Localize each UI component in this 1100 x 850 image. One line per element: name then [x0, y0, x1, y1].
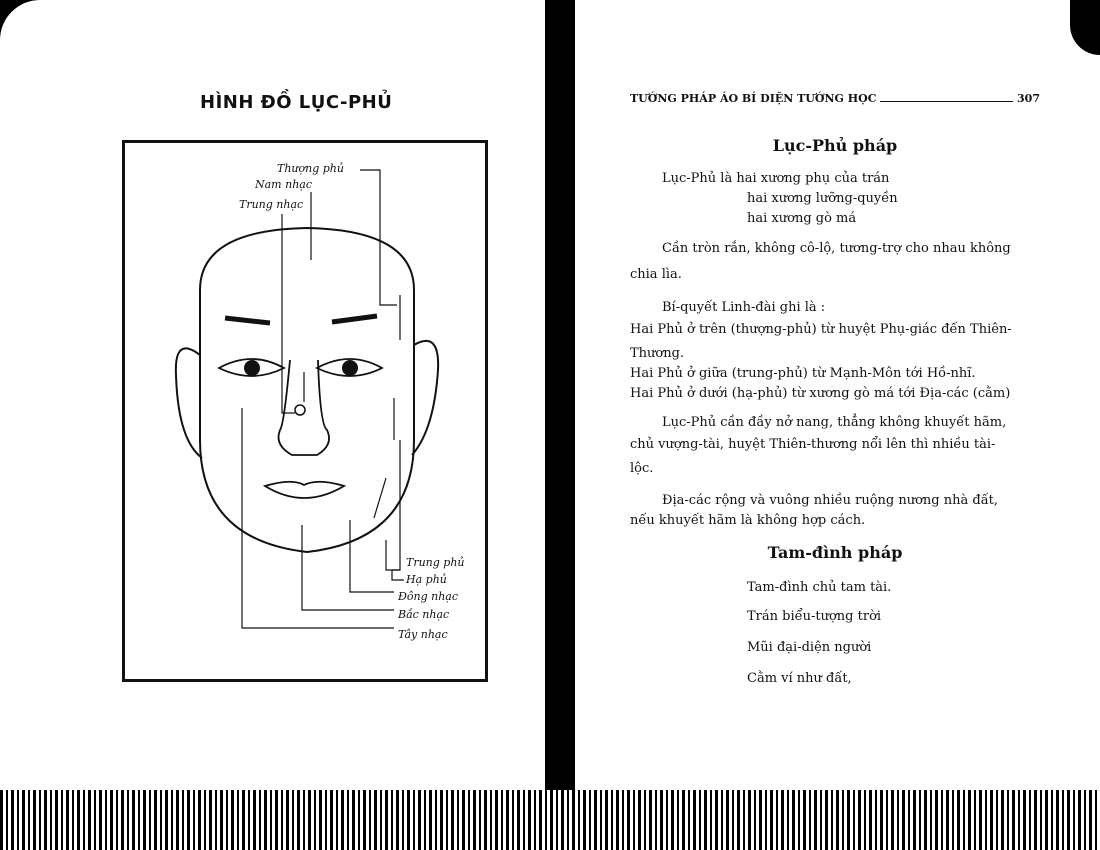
face-diagram — [122, 140, 488, 682]
header-rule — [880, 101, 1013, 102]
label-thuong-phu: Thượng phủ — [277, 162, 344, 175]
label-trung-phu: Trung phủ — [406, 556, 465, 569]
paragraph-line: Hai Phủ ở dưới (hạ-phủ) từ xương gò má tới Địa-các (cằm) — [630, 386, 1011, 401]
left-ear — [176, 348, 202, 458]
paragraph-line: chủ vượng-tài, huyệt Thiên-thương nổi lên thì nhiều tài- — [630, 437, 996, 452]
verse-line: Cằm ví như đất, — [747, 671, 852, 686]
header-title: TƯỚNG PHÁP ÁO BÍ DIỆN TƯỚNG HỌC — [630, 92, 877, 105]
head-outline — [200, 228, 414, 552]
paragraph-line: chia lìa. — [630, 267, 682, 282]
paragraph-line: Hai Phủ ở giữa (trung-phủ) từ Mạnh-Môn tới Hồ-nhĩ. — [630, 366, 976, 381]
right-eye — [317, 359, 382, 376]
left-eyebrow — [225, 318, 270, 323]
label-dong-nhac: Đông nhạc — [398, 590, 459, 603]
section-title-luc-phu: Lục-Phủ pháp — [772, 136, 898, 155]
label-ha-phu: Hạ phủ — [406, 573, 447, 586]
paragraph-line: Bí-quyết Linh-đài ghi là : — [662, 300, 826, 315]
verse-line: Trán biểu-tượng trời — [747, 609, 882, 624]
paragraph-line: Thương. — [630, 346, 685, 361]
label-tay-nhac: Tây nhạc — [398, 628, 448, 641]
label-nam-nhac: Nam nhạc — [255, 178, 312, 191]
paragraph-line: nếu khuyết hãm là không hợp cách. — [630, 513, 866, 528]
verse-line: Mũi đại-diện người — [747, 640, 872, 655]
running-header — [630, 92, 1040, 105]
section-title-tam-dinh: Tam-đình pháp — [767, 543, 903, 562]
label-bac-nhac: Bắc nhạc — [398, 608, 450, 621]
figure-title: HÌNH ĐỒ LỤC-PHỦ — [200, 92, 393, 113]
definition-line: hai xương lưỡng-quyền — [747, 191, 898, 206]
label-trung-nhac: Trung nhạc — [239, 198, 304, 211]
right-eyebrow — [332, 316, 377, 322]
paragraph-line: Cần tròn rắn, không cô-lộ, tương-trợ cho nhau không — [662, 241, 1011, 256]
verse-line: Tam-đình chủ tam tài. — [747, 580, 892, 595]
paragraph-line: Lục-Phủ cần đầy nở nang, thẳng không khuyết hãm, — [662, 415, 1007, 430]
left-eye — [219, 359, 284, 376]
definition-line: hai xương gò má — [747, 211, 857, 226]
paragraph-line: Hai Phủ ở trên (thượng-phủ) từ huyệt Phụ-giác đến Thiên- — [630, 322, 1012, 337]
paragraph-line: lộc. — [630, 461, 654, 476]
right-ear — [412, 341, 438, 455]
scan-border-stripes — [0, 790, 1100, 850]
definition-line: Lục-Phủ là hai xương phụ của trán — [662, 171, 890, 186]
book-gutter — [545, 0, 575, 850]
page-number: 307 — [1017, 92, 1040, 105]
mouth — [265, 482, 344, 498]
paragraph-line: Địa-các rộng và vuông nhiều ruộng nương nhà đất, — [662, 493, 999, 508]
